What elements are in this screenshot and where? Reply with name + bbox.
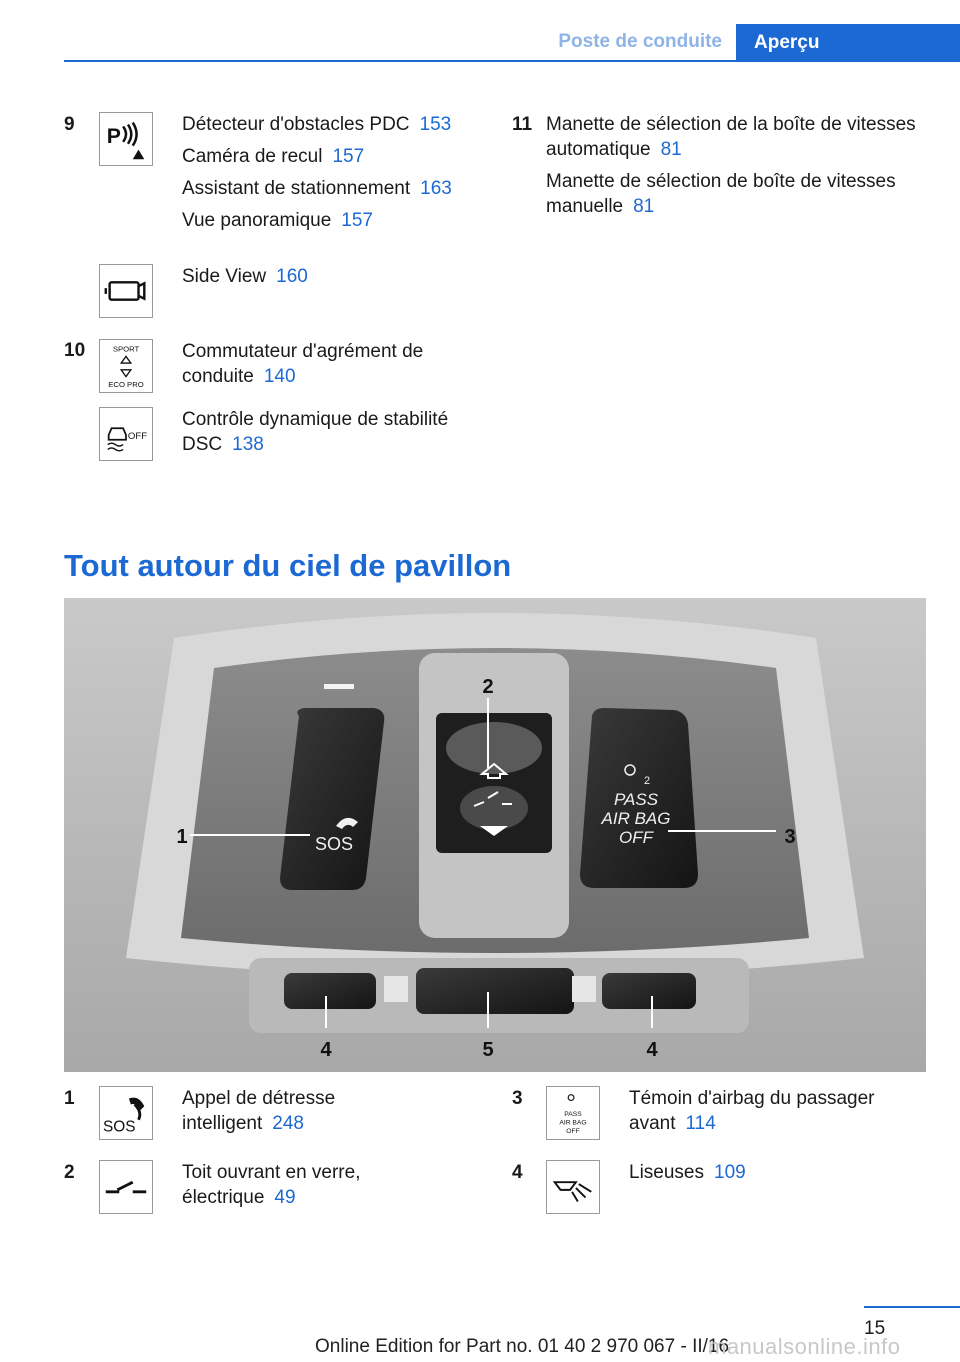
manual-selector-label: Manette de sélection de boîte de vitesses manuelle bbox=[546, 171, 896, 217]
side-view-label: Side View bbox=[182, 266, 267, 287]
driving-switch-label: Commutateur d'agrément de conduite bbox=[182, 341, 424, 387]
callout-2: 2 bbox=[482, 676, 494, 698]
edition-note: Online Edition for Part no. 01 40 2 970 067 - II/16 bbox=[315, 1336, 730, 1357]
reading-lights-label: Liseuses bbox=[629, 1162, 704, 1183]
bottom-item4-text bbox=[629, 1160, 929, 1192]
page-ref-link[interactable]: 153 bbox=[419, 114, 452, 135]
reading-light-icon bbox=[546, 1160, 600, 1214]
page-ref-link[interactable]: 157 bbox=[341, 210, 373, 231]
page-ref-link[interactable]: 109 bbox=[714, 1162, 746, 1183]
page-ref-link[interactable]: 157 bbox=[332, 146, 365, 167]
pdc-icon bbox=[99, 112, 153, 166]
page-ref-link[interactable]: 81 bbox=[633, 196, 655, 217]
sunroof-label: Toit ouvrant en verre, électrique bbox=[182, 1162, 361, 1208]
page-ref-link[interactable]: 49 bbox=[274, 1187, 296, 1208]
airbag-indicator-label: Témoin d'airbag du passager avant bbox=[629, 1088, 875, 1134]
bottom-item-number-2: 2 bbox=[64, 1162, 75, 1183]
callout-4-left: 4 bbox=[320, 1039, 332, 1061]
pass-icon-line2: AIR BAG bbox=[559, 1119, 587, 1127]
pass-icon-line1: PASS bbox=[564, 1110, 582, 1118]
bottom-item3-text bbox=[629, 1086, 929, 1143]
bottom-item-number-3: 3 bbox=[512, 1088, 523, 1109]
callout-3: 3 bbox=[784, 826, 796, 848]
sos-phone-icon bbox=[99, 1086, 153, 1140]
bottom-item-number-4: 4 bbox=[512, 1162, 523, 1183]
eco-icon-label: ECO PRO bbox=[108, 380, 144, 390]
overhead-console-photo bbox=[64, 598, 926, 1072]
callout-5: 5 bbox=[482, 1039, 494, 1061]
off-icon-label: OFF bbox=[127, 430, 148, 442]
bottom-item2-text bbox=[182, 1160, 452, 1217]
pdc-label: Détecteur d'obstacles PDC bbox=[182, 114, 410, 135]
sos-call-label: Appel de détresse intelligent bbox=[182, 1088, 336, 1134]
page-ref-link[interactable]: 81 bbox=[660, 139, 682, 160]
svg-text:P: P bbox=[106, 124, 121, 148]
pass-icon-line3: OFF bbox=[566, 1128, 580, 1136]
side-view-text bbox=[182, 264, 482, 296]
header-active-tab[interactable]: Aperçu bbox=[736, 24, 960, 62]
bottom-item-number-1: 1 bbox=[64, 1088, 75, 1109]
page-ref-link[interactable]: 248 bbox=[272, 1113, 304, 1134]
page-ref-link[interactable]: 138 bbox=[232, 434, 264, 455]
driving-experience-switch-icon bbox=[99, 339, 153, 393]
parking-assistant-label: Assistant de stationnement bbox=[182, 178, 411, 199]
panorama-view-label: Vue panoramique bbox=[182, 210, 332, 231]
photo-airbag-line1: PASS bbox=[613, 790, 659, 809]
auto-selector-label: Manette de sélection de la boîte de vitesses automatique bbox=[546, 114, 916, 160]
sport-icon-label: SPORT bbox=[112, 344, 140, 354]
page-ref-link[interactable]: 160 bbox=[276, 266, 308, 287]
photo-airbag-sub: 2 bbox=[644, 775, 651, 787]
side-view-camera-icon bbox=[99, 264, 153, 318]
item11-text bbox=[546, 112, 926, 226]
page-number: 15 bbox=[864, 1318, 886, 1339]
sunroof-icon bbox=[99, 1160, 153, 1214]
photo-airbag-line3: OFF bbox=[619, 828, 653, 847]
header-rule bbox=[64, 60, 960, 62]
rear-camera-label: Caméra de recul bbox=[182, 146, 323, 167]
dsc-off-icon bbox=[99, 407, 153, 461]
page-ref-link[interactable]: 163 bbox=[420, 178, 452, 199]
callout-4-right: 4 bbox=[646, 1039, 658, 1061]
section-title: Tout autour du ciel de pavillon bbox=[64, 548, 512, 583]
footer-rule bbox=[864, 1306, 960, 1308]
item9-text bbox=[182, 112, 482, 240]
item-number-11: 11 bbox=[512, 114, 533, 135]
item-number-9: 9 bbox=[64, 114, 75, 135]
passenger-airbag-off-icon bbox=[546, 1086, 600, 1140]
photo-sos-text: SOS bbox=[314, 834, 354, 854]
page-ref-link[interactable]: 114 bbox=[685, 1113, 716, 1134]
sos-icon-text: SOS bbox=[103, 1118, 136, 1136]
item10-dsc-text bbox=[182, 407, 472, 464]
item10-drive-text bbox=[182, 339, 472, 396]
watermark: manualsonline.info bbox=[708, 1334, 901, 1359]
header-section-tab[interactable]: Poste de conduite bbox=[558, 31, 722, 52]
callout-1: 1 bbox=[176, 826, 188, 848]
page-ref-link[interactable]: 140 bbox=[263, 366, 296, 387]
item-number-10: 10 bbox=[64, 340, 86, 361]
bottom-item1-text bbox=[182, 1086, 422, 1143]
photo-airbag-line2: AIR BAG bbox=[601, 809, 671, 828]
dsc-label: Contrôle dynamique de stabilité DSC bbox=[182, 409, 449, 455]
